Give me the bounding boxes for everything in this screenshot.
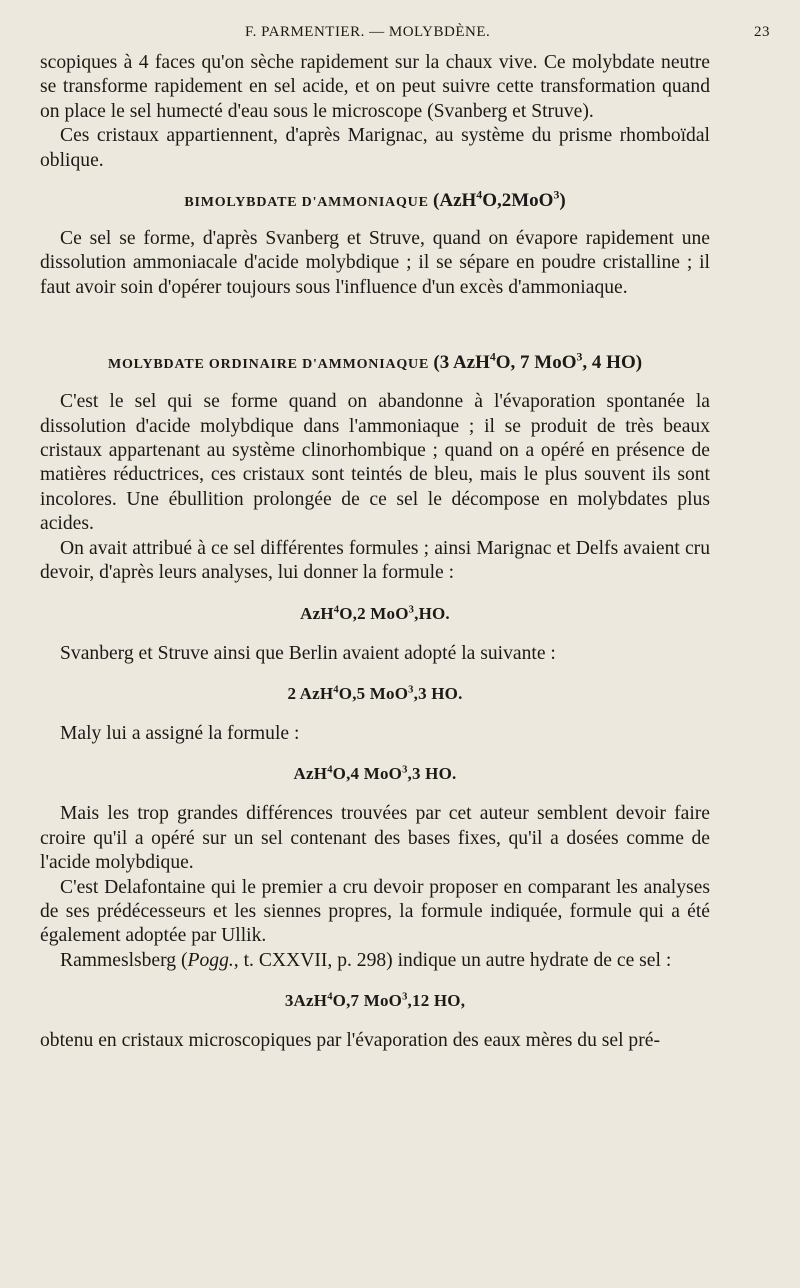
paragraph-3: Ce sel se forme, d'après Svanberg et Struve, quand on évapore rapidement une dissolution ammoniacale d'acide molybdique ; il se sépare en poudre cristalline ; il faut avoir soin d'opérer toujours sous l'influence d'un excès d'ammoniaque.: [40, 228, 710, 298]
paragraph-2: Ces cristaux appartiennent, d'après Marignac, au système du prisme rhomboïdal oblique.: [40, 125, 710, 171]
paragraph-1: scopiques à 4 faces qu'on sèche rapidement sur la chaux vive. Ce molybdate neutre se transforme rapidement en sel acide, et on peut suivre cette transformation quand on place le sel humecté d'eau sous le microscope (Svanberg et Struve).: [40, 52, 710, 122]
heading-ordinaire-formula: (3 AzH$^4$O, 7 MoO$^3$, 4 HO): [433, 350, 643, 374]
paragraph-5: On avait attribué à ce sel différentes formules ; ainsi Marignac et Delfs avaient cru devoir, d'après leurs analyses, lui donner la formule :: [40, 537, 710, 584]
paragraph-10: Rammeslsberg (Pogg., t. CXXVII, p. 298) indique un autre hydrate de ce sel :: [60, 949, 672, 971]
heading-bimolybdate-formula: (AzH$^4$O,2MoO$^3$): [433, 188, 566, 212]
reference-pogg: Pogg.: [187, 949, 234, 971]
heading-ordinaire-label: MOLYBDATE ORDINAIRE D'AMMONIAQUE: [107, 357, 430, 373]
heading-molybdate-ordinaire: [40, 352, 710, 374]
formula-3: AzH$^4$O,4 MoO$^3$,3 HO.: [293, 764, 457, 784]
paragraph-4: C'est le sel qui se forme quand on abandonne à l'évaporation spontanée la dissolution d'acide molybdique dans l'ammoniaque ; il se produit de très beaux cristaux appartenant au système clinorhombique ; quand on a opéré en présence de matières réductrices, ces cristaux sont teintés de bleu, mais le plus souvent ils sont incolores. Une ébullition prolongée de ce sel le décompose en molybdates plus acides.: [40, 391, 710, 535]
formula-2: 2 AzH$^4$O,5 MoO$^3$,3 HO.: [287, 683, 463, 703]
formula-1: AzH$^4$O,2 MoO$^3$,HO.: [300, 603, 450, 623]
heading-bimolybdate: [40, 190, 710, 212]
running-title: F. PARMENTIER. — MOLYBDÈNE.: [245, 24, 491, 40]
page-number: 23: [754, 24, 770, 40]
paragraph-11: obtenu en cristaux microscopiques par l'évaporation des eaux mères du sel pré-: [40, 1030, 660, 1052]
paragraph-6: Svanberg et Struve ainsi que Berlin avaient adopté la suivante :: [60, 642, 556, 664]
page-header: [40, 24, 770, 48]
formula-4: 3AzH$^4$O,7 MoO$^3$,12 HO,: [284, 991, 466, 1011]
paragraph-9: C'est Delafontaine qui le premier a cru devoir proposer en comparant les analyses de ses prédécesseurs et les siennes propres, la formule indiquée, formule qui a été également adoptée par Ullik.: [40, 876, 710, 947]
page-body: [40, 51, 710, 1054]
paragraph-7: Maly lui a assigné la formule :: [60, 722, 300, 744]
heading-bimolybdate-label: BIMOLYBDATE D'AMMONIAQUE: [184, 195, 429, 211]
paragraph-8: Mais les trop grandes différences trouvées par cet auteur semblent devoir faire croire qu'il a opéré sur un sel contenant des bases fixes, qu'il a dosées comme de l'acide molybdique.: [40, 803, 710, 874]
